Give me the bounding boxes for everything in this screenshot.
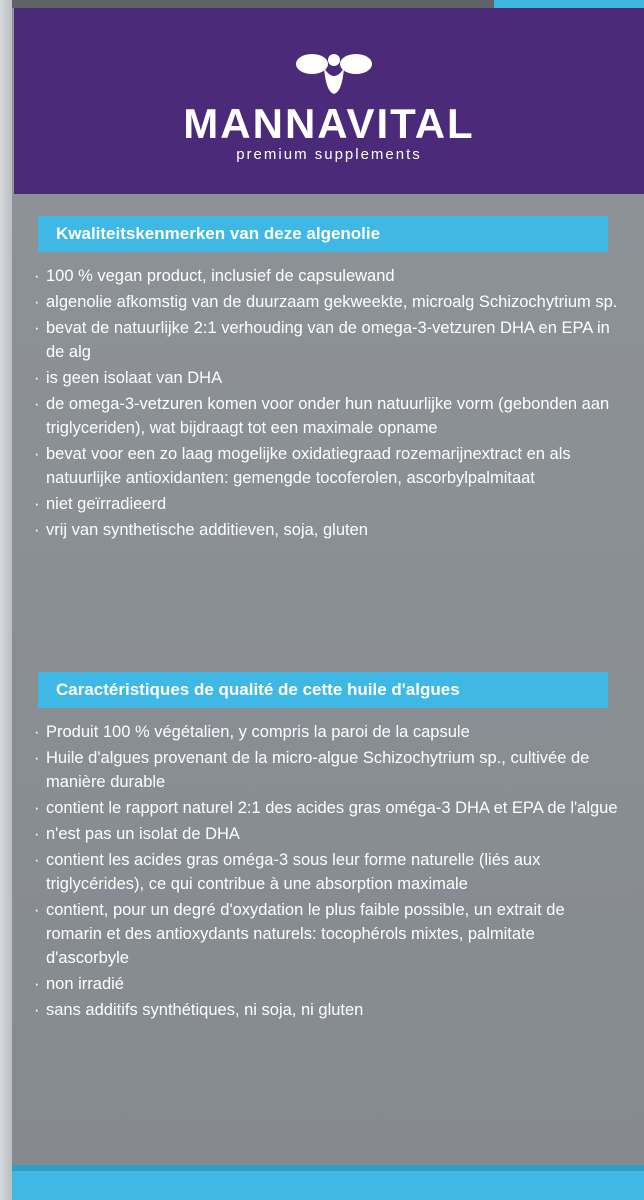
brand-name: MANNAVITAL: [183, 100, 475, 147]
list-item: · bevat voor een zo laag mogelijke oxidatiegraad rozemarijnextract en als natuurlijke antioxidanten: gemengde tocoferolen, ascorbylpalmitaat: [32, 442, 622, 490]
top-strip: [12, 0, 644, 8]
list-item: · contient le rapport naturel 2:1 des acides gras oméga-3 DHA et EPA de l'algue: [32, 796, 622, 820]
list-item: · Huile d'algues provenant de la micro-algue Schizochytrium sp., cultivée de manière durable: [32, 746, 622, 794]
list-item: · bevat de natuurlijke 2:1 verhouding van de omega-3-vetzuren DHA en EPA in de alg: [32, 316, 622, 364]
list-item: · Produit 100 % végétalien, y compris la paroi de la capsule: [32, 720, 622, 744]
list-item: · niet geïrradieerd: [32, 492, 622, 516]
list-item: · de omega-3-vetzuren komen voor onder hun natuurlijke vorm (gebonden aan triglyceriden), wat bijdraagt tot een maximale opname: [32, 392, 622, 440]
footer-shade: [12, 1165, 644, 1171]
list-item: · contient, pour un degré d'oxydation le plus faible possible, un extrait de romarin et des antioxydants naturels: tocophérols mixtes, palmitate d'ascorbyle: [32, 898, 622, 970]
top-cyan-accent: [494, 0, 644, 8]
bottom-cyan-band: [12, 1165, 644, 1200]
brand-header: [14, 8, 644, 194]
list-item: · is geen isolaat van DHA: [32, 366, 622, 390]
list-item: · algenolie afkomstig van de duurzaam gekweekte, microalg Schizochytrium sp.: [32, 290, 622, 314]
list-item: · sans additifs synthétiques, ni soja, ni gluten: [32, 998, 622, 1022]
features-list-nl: [32, 264, 622, 544]
list-item: · non irradié: [32, 972, 622, 996]
section-heading-fr: Caractéristiques de qualité de cette huile d'algues: [38, 672, 608, 708]
brand-tagline: premium supplements: [236, 146, 422, 163]
list-item: · contient les acides gras oméga-3 sous leur forme naturelle (liés aux triglycérides), ce qui contribue à une absorption maximale: [32, 848, 622, 896]
features-list-fr: [32, 720, 622, 1024]
section-heading-nl: Kwaliteitskenmerken van deze algenolie: [38, 216, 608, 252]
box-side-edge: [0, 0, 12, 1200]
list-item: · n'est pas un isolat de DHA: [32, 822, 622, 846]
brand-logo-icon: [292, 50, 376, 98]
list-item: · 100 % vegan product, inclusief de capsulewand: [32, 264, 622, 288]
list-item: · vrij van synthetische additieven, soja, gluten: [32, 518, 622, 542]
